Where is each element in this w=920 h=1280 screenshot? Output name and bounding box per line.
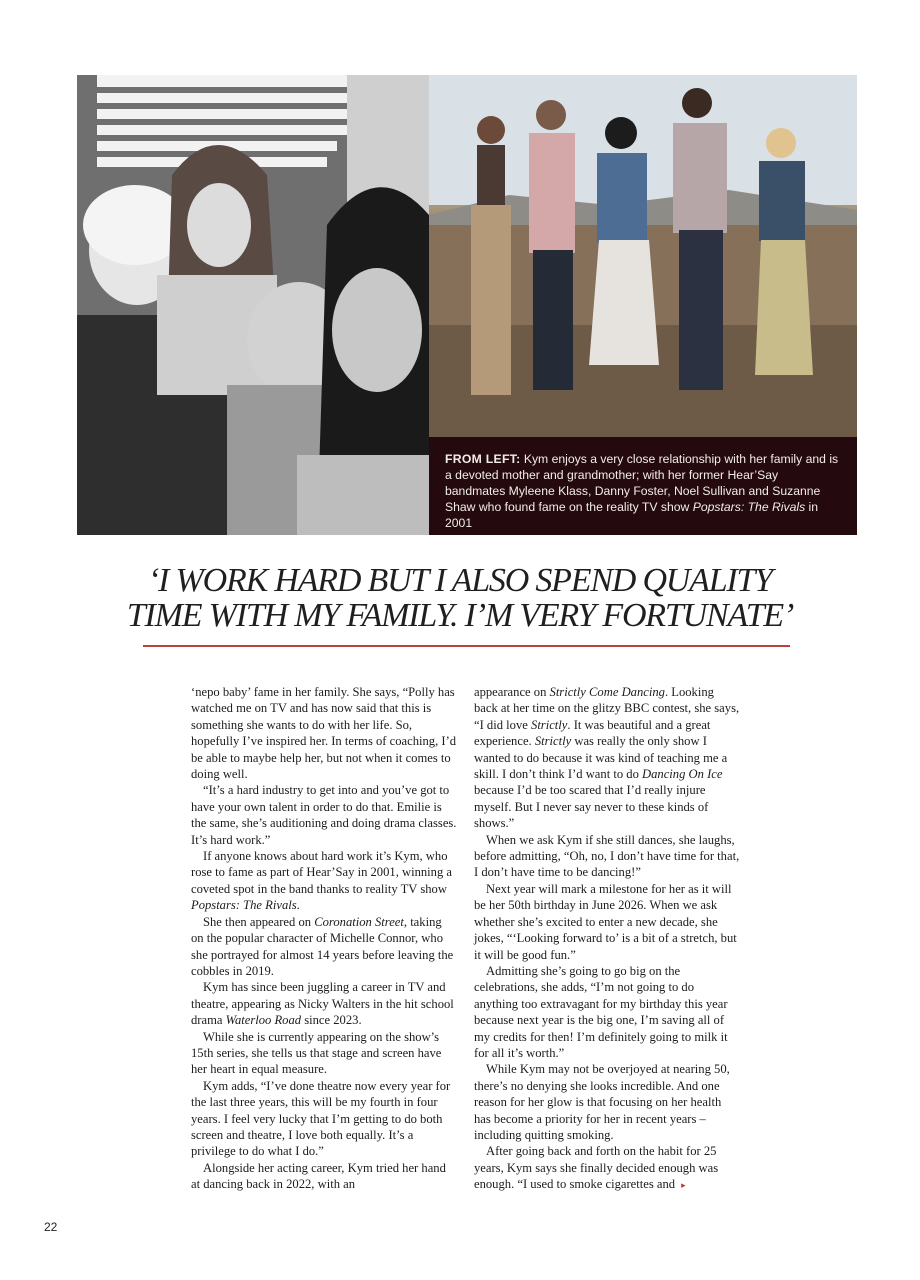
article-column-left xyxy=(191,684,457,1193)
paragraph-text: . Looking back at her time on the glitzy BBC contest, she says, “I did love xyxy=(474,685,740,732)
paragraph-text: because I’d be too scared that I’d really injure myself. But I never say never to these kinds of shows.” xyxy=(474,783,709,831)
italic-title: Strictly xyxy=(534,734,572,749)
italic-title: Popstars: The Rivals xyxy=(191,898,297,913)
paragraph-text: When we ask Kym if she still dances, she laughs, before admitting, “Oh, no, I don’t have time for that, I don’t have time to be dancing!” xyxy=(474,832,740,880)
paragraph-text: If anyone knows about hard work it’s Kym, who rose to fame as part of Hear’Say in 2001, winning a coveted spot in the band thanks to reality TV show xyxy=(191,849,453,896)
article-paragraph xyxy=(191,979,457,1028)
italic-title: Coronation Street xyxy=(314,914,404,929)
article-paragraph xyxy=(474,832,740,881)
paragraph-text: . It was beautiful and a great experience. xyxy=(474,717,711,749)
paragraph-text: , taking on the popular character of Michelle Connor, who she portrayed for almost 14 years before leaving the cobbles in 2019. xyxy=(191,914,454,978)
article-paragraph xyxy=(474,963,740,1061)
article-paragraph xyxy=(191,782,457,848)
caption-lead: FROM LEFT: xyxy=(445,452,521,466)
paragraph-text: After going back and forth on the habit for 25 years, Kym says she finally decided enough was enough. “I used to smoke cigarettes and xyxy=(474,1144,719,1192)
paragraph-text: While Kym may not be overjoyed at nearing 50, there’s no denying she looks incredible. And one reason for her glow is that focusing on her health has become a priority for her in recent years – including quitting smoking. xyxy=(474,1062,730,1142)
paragraph-text: appearance on xyxy=(474,685,550,699)
pull-quote-line: ‘I WORK HARD BUT I ALSO SPEND QUALITY xyxy=(148,562,772,599)
page-number: 22 xyxy=(44,1220,58,1234)
article-paragraph xyxy=(191,914,457,980)
paragraph-text: She then appeared on xyxy=(203,914,315,929)
article-paragraph xyxy=(191,1029,457,1078)
caption-text-end: in 2001 xyxy=(445,500,819,530)
caption-show-title: Popstars: The Rivals xyxy=(692,500,806,514)
italic-title: Dancing On Ice xyxy=(642,767,723,782)
pull-quote xyxy=(120,563,800,633)
paragraph-text: since 2023. xyxy=(301,1013,362,1028)
article-paragraph xyxy=(191,848,457,914)
article-paragraph xyxy=(474,1061,740,1143)
paragraph-text: Kym adds, “I’ve done theatre now every year for the last three years, this will be my fourth in four years. I feel very lucky that I’m getting to do both screen and theatre, I love both equally. It’s a privilege to do what I do.” xyxy=(191,1078,451,1159)
italic-title: Strictly xyxy=(531,717,568,732)
paragraph-text: Alongside her acting career, Kym tried her hand at dancing back in 2022, with an xyxy=(191,1160,446,1192)
paragraph-text: Admitting she’s going to go big on the celebrations, she adds, “I’m not going to do anything too extravagant for my birthday this year because next year is the big one, I’m saving all of my credits for then! I’m definitely going to milk it for all it’s worth.” xyxy=(474,963,728,1060)
pull-quote-line: TIME WITH MY FAMILY. I’M VERY FORTUNATE’ xyxy=(126,597,794,634)
paragraph-text: While she is currently appearing on the show’s 15th series, she tells us that stage and screen have her heart in equal measure. xyxy=(191,1029,442,1077)
divider-rule xyxy=(143,645,790,647)
article-paragraph xyxy=(191,1160,457,1193)
paragraph-text: Kym has since been juggling a career in TV and theatre, appearing as Nicky Walters in the hit school drama xyxy=(191,980,454,1028)
photo-caption xyxy=(429,437,857,535)
paragraph-text: “It’s a hard industry to get into and you’ve got to have your own talent in order to do that. Emilie is the same, she’s auditioning and doing drama classes. It’s hard work.” xyxy=(191,783,457,847)
family-selfie-photo xyxy=(77,75,429,535)
article-paragraph xyxy=(474,881,740,963)
paragraph-text: ‘nepo baby’ fame in her family. She says, “Polly has watched me on TV and has now said that this is something she wants to do with her life. So, hopefully I’ve inspired her. In terms of coaching, I’d be able to maybe help her, but not when it comes to doing well. xyxy=(191,685,457,782)
paragraph-text: was really the only show I wanted to do because it was kind of teaching me a skill. I don’t think I’d want to do xyxy=(474,734,728,782)
paragraph-text: . xyxy=(296,898,300,913)
article-column-right xyxy=(474,684,740,1194)
article-paragraph xyxy=(191,684,457,782)
band-group-photo xyxy=(429,75,857,437)
article-paragraph xyxy=(191,1078,457,1160)
paragraph-text: Next year will mark a milestone for her as it will be her 50th birthday in June 2026. When we ask whether she’s excited to enter a new decade, she jokes, “‘Looking forward to’ is a bit of a stretch, but it will be good fun.” xyxy=(474,881,737,962)
family-photo-illustration xyxy=(77,75,429,535)
article-paragraph xyxy=(474,684,740,832)
italic-title: Strictly Come Dancing xyxy=(549,685,665,699)
continue-arrow-icon: ▸ xyxy=(681,1180,686,1191)
band-photo-illustration xyxy=(429,75,857,437)
italic-title: Waterloo Road xyxy=(225,1013,302,1028)
caption-text: Kym enjoys a very close relationship with her family and is a devoted mother and grandmother; with her former Hear’Say bandmates Myleene Klass, Danny Foster, Noel Sullivan and Suzanne Shaw who found fame on the reality TV show xyxy=(445,452,839,514)
article-paragraph xyxy=(474,1143,740,1193)
